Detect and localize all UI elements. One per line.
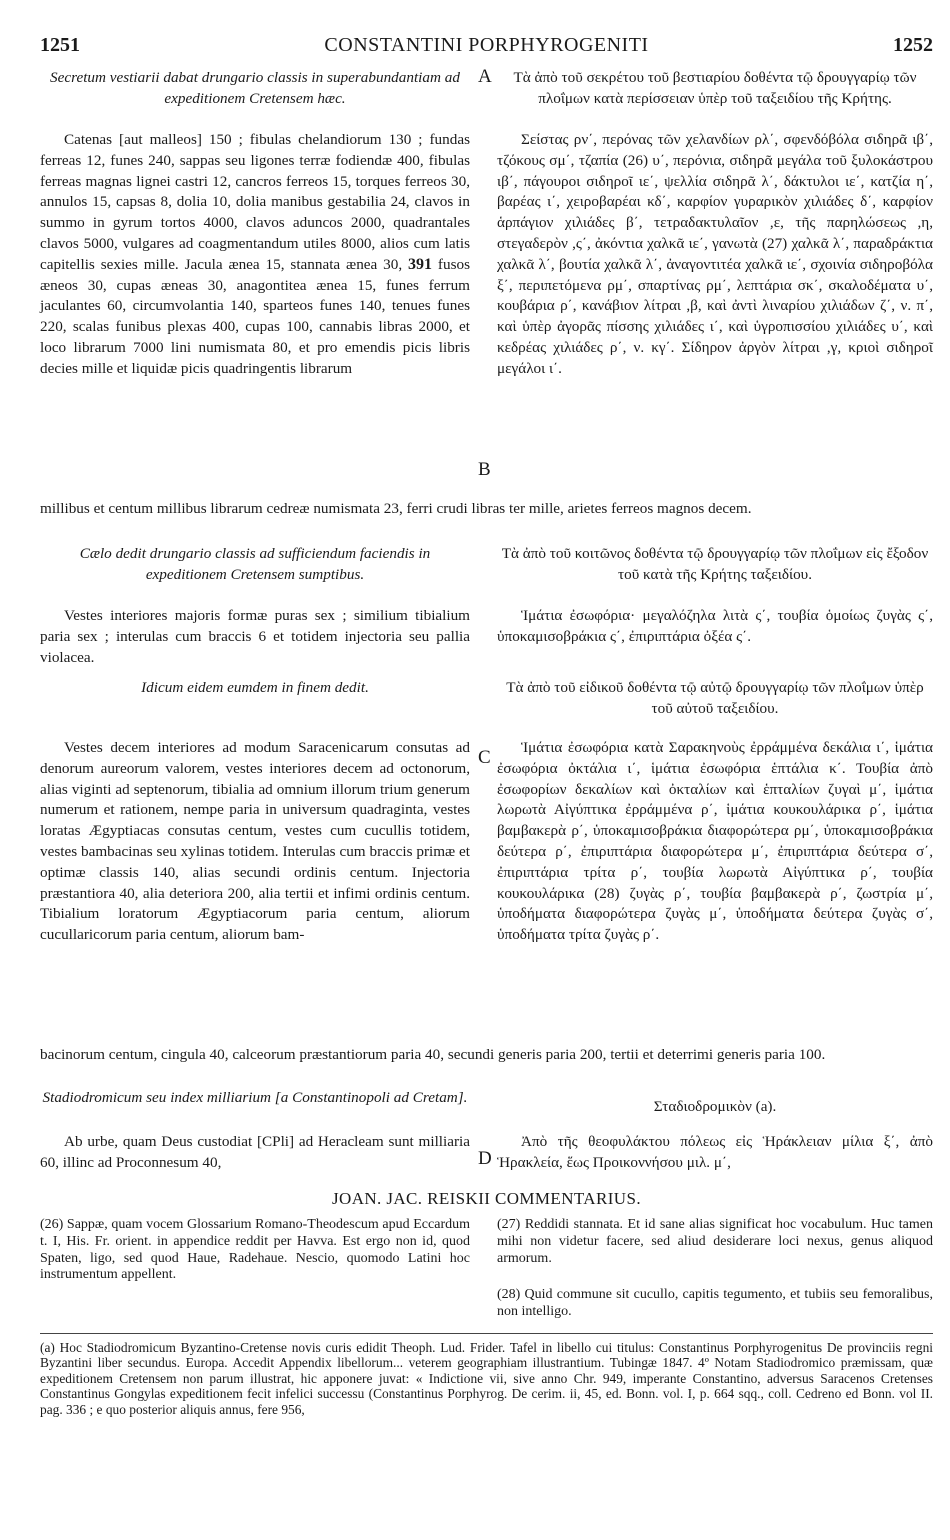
latin-paragraph-vestes: Vestes interiores majoris formæ puras sex ; similium tibialium paria sex ; interulas cum braccis 6 et totidem injectoria seu pallia violacea. [40,607,470,666]
latin-paragraph-itinerary: Ab urbe, quam Deus custodiat [CPli] ad Heracleam sunt milliaria 60, illinc ad Proconnesum 40, [40,1133,470,1171]
footnote-separator [40,1333,933,1334]
latin-inventory-text-a: Catenas [aut malleos] 150 ; fibulas chelandiorum 130 ; fundas ferreas 12, funes 240, sappas seu ligones terræ fodiendæ 400, fibulas ferreas magnas lignei castri 12, cancros ferreos 15, torques ferreos 30, annulos 15, capsas 8, dolia 10, dolia manibus gestabilia 24, clavos in summo in gyrum tortos 4000, clavos aduncos 2000, quadrantales clavos 5000, vulgares ad coagmentandum utiles 8000, alios cum latis capitellis sexies mille. Jacula ænea 15, stannata ænea 30, [40,131,470,273]
latin-inventory-text-b: fusos æneos 30, cupas æneas 30, anagontitea ænea 15, funes ferrum jaculantes 60, circumvolantia 140, sparteos funes 140, tenues funes 220, scalas funibus plexas 400, cupas 100, cannabis libras 2000, et loco librarum 7000 lini numismata 80, et pro emendis picis libris decies mille et liquidæ picis quadringentis librarum [40,255,470,377]
latin-heading-stadiodromicum: Stadiodromicum seu index milliarium [a Constantinopoli ad Cretam]. [42,1089,468,1106]
footnote-27: (27) Reddidi stannata. Et id sane alias significat hoc vocabulum. Huc tamen mihi non videtur facere, sed aliud desiderare loci nexus, genus aliquod armorum. [497,1217,933,1266]
page-number-left: 1251 [40,34,80,56]
latin-heading-vestiarium: Secretum vestiarii dabat drungario classis in superabundantiam ad expeditionem Cretensem hæc. [50,69,460,107]
margin-mark-a: A [478,66,492,87]
greek-paragraph-itinerary: Ἀπὸ τῆς θεοφυλάκτου πόλεως εἰς Ἡράκλειαν μίλια ξ΄, ἀπὸ Ἡρακλεία, ἕως Προικοννήσου μιλ. μ΄, [497,1133,933,1171]
greek-paragraph-vestes: Ἱμάτια ἐσωφόρια· μεγαλόζηλα λιτὰ ς΄, τουβία ὁμοίως ζυγὰς ς΄, ὑποκαμισοβράκια ς΄, ἐπιριπτάρια ὀξέα ς΄. [497,607,933,645]
column-number: 391 [408,255,433,273]
footnote-28: (28) Quid commune sit cucullo, capitis tegumento, et tubiis seu femoralibus, non intelligo. [497,1287,933,1319]
latin-paragraph-inventory [40,130,470,380]
greek-paragraph-inventory: Σείστας ρν΄, περόνας τῶν χελανδίων ρλ΄, σφενδόβόλα σιδηρᾶ ιβ΄, τζόκους σμ΄, τζαπία (26) υ΄, περόνια, σιδηρᾶ μεγάλα τοῦ ξυλοκάστρου ιβ΄, πάγουροι σιδηροῖ ιε΄, ψελλία σιδηρᾶ λ΄, δάκτυλοι ιε΄, κατζία η΄, βαρέας ι΄, χειροβαρέαι κδ΄, καρφίον γυραρικὸν χιλιάδες δ΄, καρφίον ἁρπάγιον χιλιάδες β΄, τετραδακτυλαῖον ,ε, τῆς παρηλώσεως ,η, στεγαδερὸν ,ς΄, ἀκόντια χαλκᾶ ιε΄, γανωτὰ (27) χαλκᾶ λ΄, παραδράκτια χαλκᾶ λ΄, βουτία χαλκᾶ λ΄, ἀναγοντιτέα χαλκᾶ ιε΄, σχοινία σιδηροβόλα ξ΄, περιπετόμενα ρμ΄, σπαρτίνας ρμ΄, λεπτάρια σκ΄, σκαλοδέματα υ΄, κουβάρια ρ΄, κανάβιον λίτραι ,β, καὶ ἀντὶ λιναρίου χιλιάδων ζ΄, ν. π΄, καὶ ὑπὲρ ἀγορᾶς πίσσης χιλιάδες ι΄, καὶ ὑγροπισσίου χιλιάδες υ΄, καὶ κεδρέας χιλιάδες ρ΄, ν. κγ΄. Σίδηρον ἀργὸν λίτραι ,γ, κριοὶ σιδηροῖ μεγάλοι ι΄. [497,131,933,377]
greek-paragraph-saracenic: Ἱμάτια ἐσωφόρια κατὰ Σαρακηνοὺς ἐρράμμένα δεκάλια ι΄, ἱμάτια ἐσωφόρια ὀκτάλια ι΄, ἱμάτια ἐσωφόρια ἑπτάλια κ΄. Τουβία ἀπὸ ἐσωφορίων δεκαλίων καὶ ὀκταλίων καὶ ἑπταλίων ζυγαὶ μ΄, ἱμάτια λωρωτὰ Αἰγύπτικα ἐρράμμένα ρ΄, ἱμάτια κουκουλάρικα ρ΄, ἱμάτια βαμβακερὰ ρ΄, ὑποκαμισοβράκια διαφορώτερα ρμ΄, ὑποκαμισοβράκια δεύτερα ρ΄, ἐπιριπτάρια διαφορώτερα μ΄, ἐπιριπτάρια δεύτερα σ΄, ἐπιριπτάρια τρίτα ρ΄, τουβία λωρωτὰ Αἰγύπτικα ρ΄, τουβία κουκουλάρικα (28) ζυγὰς ρ΄, τουβία βαμβακερὰ ρ΄, ζωστρία μ΄, ὑποδήματα διαφορώτερα ζυγὰς μ΄, ὑποδήματα δεύτερα ζυγὰς σ΄, ὑποδήματα τρίτα ζυγὰς ρ΄. [497,739,933,944]
greek-heading-stadiodromicum: Σταδιοδρομικὸν (a). [653,1098,777,1115]
margin-mark-c: C [478,747,491,768]
running-header [40,34,933,60]
margin-mark-d: D [478,1148,492,1169]
page-number-right: 1252 [893,34,933,56]
margin-mark-b: B [478,459,491,480]
latin-heading-idicum: Idicum eidem eumdem in finem dedit. [141,679,369,696]
greek-heading-vestiarium: Τὰ ἀπὸ τοῦ σεκρέτου τοῦ βεστιαρίου δοθέντα τῷ δρουγγαρίῳ τῶν πλοΐμων κατὰ περίσσειαν ὑπὲρ τοῦ ταξειδίου τῆς Κρήτης. [513,69,917,107]
commentary-title: JOAN. JAC. REISKII COMMENTARIUS. [332,1189,641,1208]
greek-heading-cubiculum: Τὰ ἀπὸ τοῦ κοιτῶνος δοθέντα τῷ δρουγγαρίῳ τῶν πλοΐμων εἰς ἔξοδον τοῦ κατὰ τῆς Κρήτης ταξειδίου. [501,545,929,583]
running-title: CONSTANTINI PORPHYROGENITI [324,34,649,56]
latin-saracenic-continuation: bacinorum centum, cingula 40, calceorum præstantiorum paria 40, secundi generis paria 200, tertii et deterrimi generis paria 100. [40,1046,826,1063]
greek-heading-idicum: Τὰ ἀπὸ τοῦ εἰδικοῦ δοθέντα τῷ αὐτῷ δρουγγαρίῳ τῶν πλοΐμων ὑπὲρ τοῦ αὐτοῦ ταξειδίου. [506,679,924,717]
footnote-a: (a) Hoc Stadiodromicum Byzantino-Cretense novis curis edidit Theoph. Lud. Frider. Tafel in libello cui titulus: Constantinus Porphyrogenitus De provinciis regni Byzantini liber secundus. Europa. Accedit Appendix libellorum... veterem geographiam illustrantium. Tubingæ 1847. 4º Notam Stadiodromico præmissam, quæ expeditionem Cretensem non parum illustrat, hic apponere juvat: « Indictione vii, sive anno Chr. 949, imperante Constantino, adversus Saracenos Cretenses Constantinus Gongylas expeditionem fecit infelici successu (Constantinus Porphyrog. De cerim. ii, 45, ed. Bonn. vol. I, p. 664 sqq., coll. Cedreno ed Bonn. vol II. pag. 336 ; e quo posterior aliquis annus, fere 956, [40,1340,933,1417]
footnote-26: (26) Sappæ, quam vocem Glossarium Romano-Theodescum apud Eccardum t. I, His. Fr. orient. in appendice reddit per Havva. Est ergo non id, quod Spaten, ligo, sed quod Haue, Radehaue. Nescio, quomodo Latini hoc instrumentum appellent. [40,1217,470,1283]
latin-inventory-continuation: millibus et centum millibus librarum cedreæ numismata 23, ferri crudi libras ter mille, arietes ferreos magnos decem. [40,500,752,517]
latin-heading-cubiculum: Cælo dedit drungario classis ad sufficiendum faciendis in expeditionem Cretensem sumptibus. [79,545,431,583]
latin-paragraph-saracenic: Vestes decem interiores ad modum Saracenicarum consutas ad denorum aureorum valorem, vestes interiores decem ad octonorum, alias viginti ad septenorum, tibialia ad omnium illorum trium generum numerum et rationem, nempe paria in universum quadraginta, vestes loratas Ægyptiacas consutas centum, vestes cum cucullis totidem, vestes bambacinas seu xylinas totidem. Interulas cum braccis primæ et optimæ classis 140, alias secundi ordinis centum. Injectoria præstantiora 40, alia deteriora 200, alia tertii et infimi ordinis centum. Tibialium loratorum Ægyptiacorum paria centum, aliorum cucullaricorum paria centum, aliorum bam- [40,739,470,944]
